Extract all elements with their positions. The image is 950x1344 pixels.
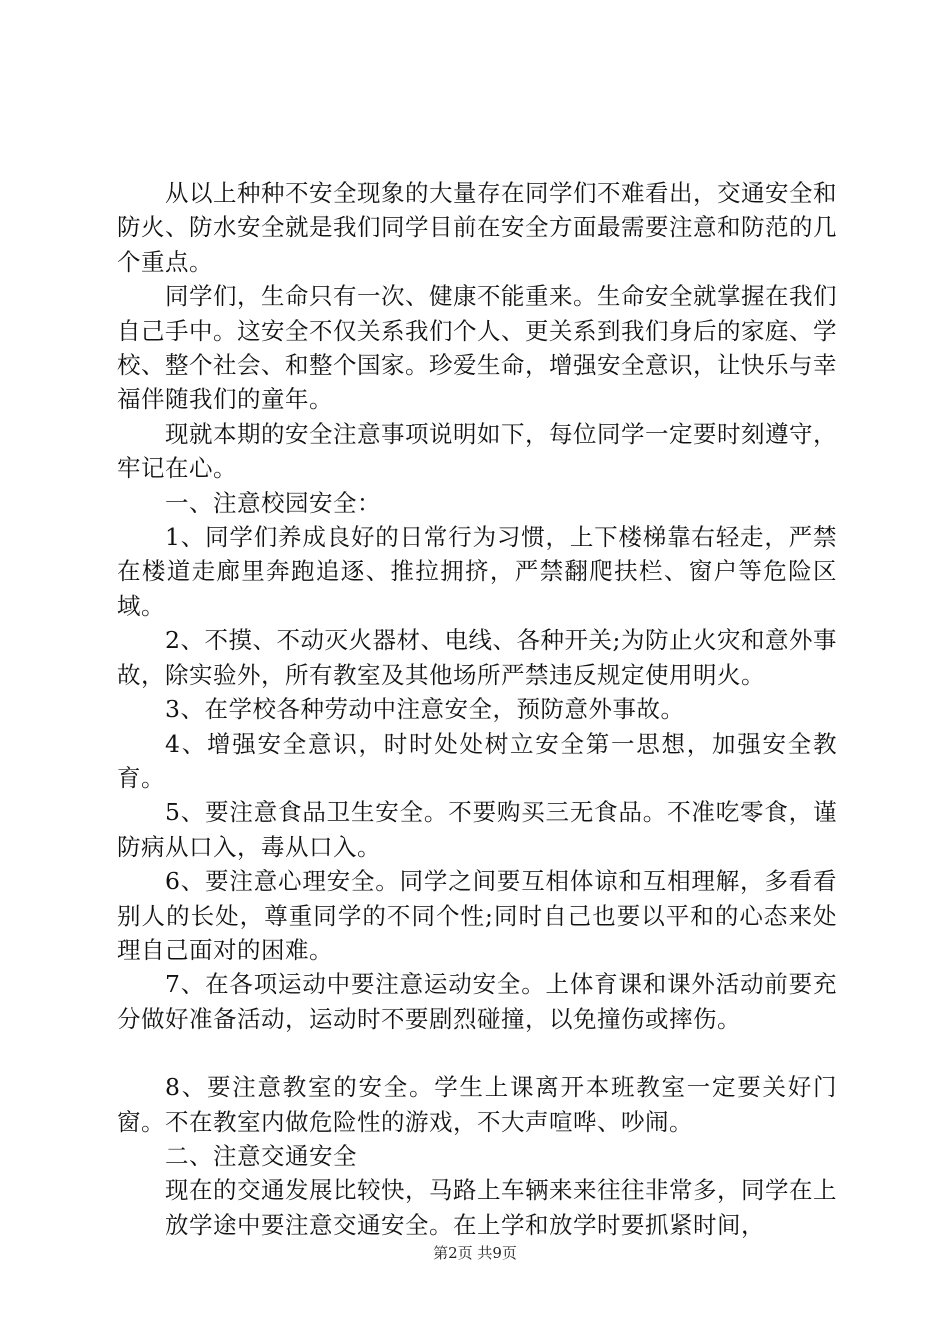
- list-item-3: 3、在学校各种劳动中注意安全，预防意外事故。: [165, 695, 685, 724]
- paragraph-1: 从以上种种不安全现象的大量存在同学们不难看出，交通安全和防火、防水安全就是我们同学目前在安全方面最需要注意和防范的几个重点。: [117, 179, 837, 276]
- list-item-1: 1、同学们养成良好的日常行为习惯，上下楼梯靠右轻走，严禁在楼道走廊里奔跑追逐、推拉拥挤，严禁翻爬扶栏、窗户等危险区域。: [117, 523, 837, 620]
- paragraph-traffic-1: 现在的交通发展比较快，马路上车辆来来往往非常多，同学在上: [165, 1176, 837, 1205]
- list-item-6: 6、要注意心理安全。同学之间要互相体谅和互相理解，多看看别人的长处，尊重同学的不同个性;同时自己也要以平和的心态来处理自己面对的困难。: [117, 867, 837, 964]
- list-item-8: 8、要注意教室的安全。学生上课离开本班教室一定要关好门窗。不在教室内做危险性的游戏，不大声喧哗、吵闹。: [117, 1073, 837, 1136]
- list-item-5: 5、要注意食品卫生安全。不要购买三无食品。不准吃零食，谨防病从口入，毒从口入。: [117, 798, 837, 861]
- list-item-2: 2、不摸、不动灭火器材、电线、各种开关;为防止火灾和意外事故，除实验外，所有教室及其他场所严禁违反规定使用明火。: [117, 626, 837, 689]
- paragraph-2: 同学们，生命只有一次、健康不能重来。生命安全就掌握在我们自己手中。这安全不仅关系我们个人、更关系到我们身后的家庭、学校、整个社会、和整个国家。珍爱生命，增强安全意识，让快乐与幸福伴随我们的童年。: [117, 282, 837, 414]
- list-item-4: 4、增强安全意识，时时处处树立安全第一思想，加强安全教育。: [117, 729, 837, 792]
- section-heading-campus-safety: 一、注意校园安全：: [165, 488, 381, 517]
- paragraph-3: 现就本期的安全注意事项说明如下，每位同学一定要时刻遵守，牢记在心。: [117, 419, 837, 483]
- page-indicator: 第2页 共9页: [433, 1244, 517, 1262]
- section-heading-traffic-safety: 二、注意交通安全: [165, 1141, 357, 1170]
- document-body: [117, 176, 837, 1242]
- paragraph-traffic-2: 放学途中要注意交通安全。在上学和放学时要抓紧时间，: [165, 1210, 765, 1239]
- list-item-7: 7、在各项运动中要注意运动安全。上体育课和课外活动前要充分做好准备活动，运动时不要剧烈碰撞，以免撞伤或摔伤。: [117, 970, 837, 1033]
